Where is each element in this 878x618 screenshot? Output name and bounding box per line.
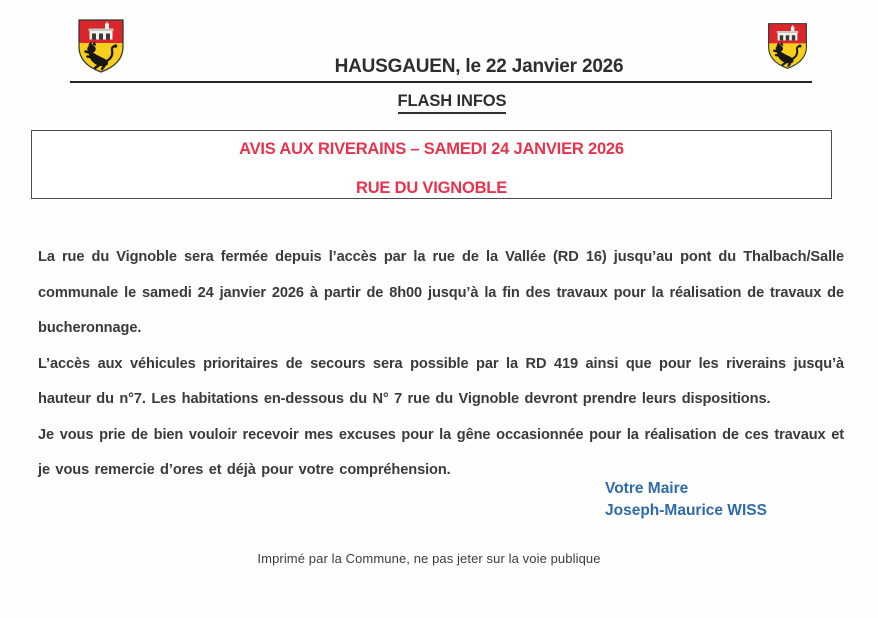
notice-subtitle: RUE DU VIGNOBLE — [355, 179, 507, 197]
body-paragraph-2: L’accès aux véhicules prioritaires de secours sera possible par la RD 419 ainsi que pour les riverains jusqu’à hauteur du n°7. Les habitations en-dessous du N° 7 rue du Vignoble devront prendre leurs dispositions. — [38, 355, 844, 407]
flash-title: FLASH INFOS — [398, 92, 507, 114]
footer-note: Imprimé par la Commune, ne pas jeter sur la voie publique — [257, 551, 601, 566]
signature-role: Votre Maire — [605, 480, 689, 497]
body-paragraph-1: La rue du Vignoble sera fermée depuis l’accès par la rue de la Vallée (RD 16) jusqu’au pont du Thalbach/Salle communale le samedi 24 janvier 2026 à partir de 8h00 jusqu’à la fin des travaux pour la réalisation de travaux de bucheronnage. — [38, 249, 844, 336]
coat-of-arms-icon — [76, 17, 126, 75]
body-paragraph-3: Je vous prie de bien vouloir recevoir mes excuses pour la gêne occasionnée pour la réalisation de ces travaux et je vous remercie d’ores et déjà pour votre compréhension. — [38, 426, 844, 478]
notice-title: AVIS AUX RIVERAINS – SAMEDI 24 JANVIER 2026 — [239, 140, 624, 158]
dateline: HAUSGAUEN, le 22 Janvier 2026 — [334, 56, 624, 77]
notice-box — [31, 130, 832, 199]
signature-block — [605, 478, 767, 522]
notice-body — [38, 240, 844, 489]
flash-title-row — [26, 92, 878, 114]
header-rule — [70, 81, 812, 83]
signature-name: Joseph-Maurice WISS — [605, 502, 767, 519]
